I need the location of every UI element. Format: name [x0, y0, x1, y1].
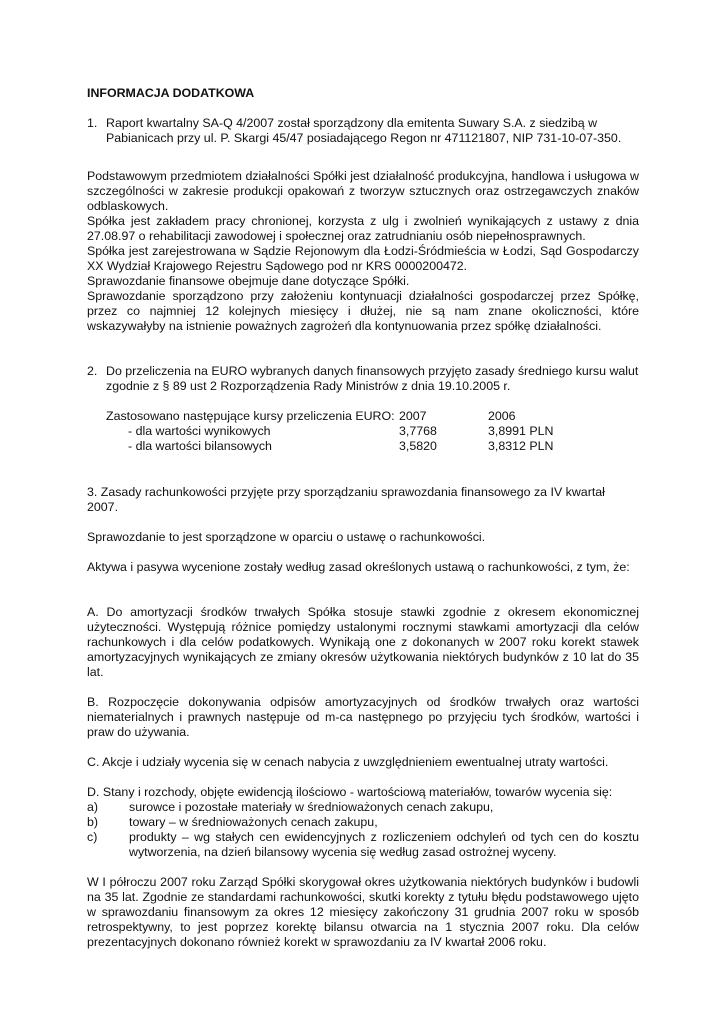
- rates-year-2006: 2006: [488, 409, 516, 423]
- item-text: produkty – wg stałych cen ewidencyjnych z rozliczeniem odchyleń od tych cen do kosztu wytworzenia, na dzień bilansowy wycenia się według zasad ostrożnej wyceny.: [129, 830, 639, 859]
- document-body: [87, 86, 639, 950]
- document-title: INFORMACJA DODATKOWA: [87, 86, 255, 100]
- going-concern-paragraph: Sprawozdanie sporządzono przy założeniu kontynuacji działalności gospodarczej przez Spółkę, przez co najmniej 12 kolejnych miesięcy i dłużej, nie są nam znane okoliczności, które wskazywałyby na istnienie poważnych zagrożeń dla kontynuowania przez spółkę działalności.: [87, 289, 639, 333]
- section-3-heading: 3. Zasady rachunkowości przyjęte przy sporządzaniu sprawozdania finansowego za IV kwartał 2007.: [87, 485, 605, 514]
- point-c-shares: C. Akcje i udziały wycenia się w cenach nabycia z uwzględnieniem ewentualnej utraty wartości.: [87, 755, 609, 769]
- section-2-number: 2.: [87, 364, 98, 378]
- point-b-depreciation-start: B. Rozpoczęcie dokonywania odpisów amortyzacyjnych od środków trwałych oraz wartości niematerialnych i prawnych następuje od m-ca następnego po przyjęciu tych środków, wartości i praw do używania.: [87, 695, 639, 739]
- point-d-intro: D. Stany i rozchody, objęte ewidencją ilościowo - wartościową materiałów, towarów wycenia się:: [87, 785, 613, 799]
- section-1-number: 1.: [87, 116, 98, 130]
- rate-row-value-2006: 3,8312 PLN: [488, 439, 554, 453]
- scope-paragraph: Sprawozdanie finansowe obejmuje dane dotyczące Spółki.: [87, 274, 410, 288]
- exchange-rates-table: [106, 409, 639, 454]
- item-text: towary – w średnioważonych cenach zakupu,: [129, 815, 378, 829]
- rate-row-value-2007: 3,7768: [399, 424, 437, 438]
- item-letter: a): [87, 800, 99, 814]
- rates-header-row: [106, 409, 639, 424]
- correction-paragraph: W I półroczu 2007 roku Zarząd Spółki skorygował okres użytkowania niektórych budynków i budowli na 35 lat. Zgodnie ze standardami rachunkowości, skutki korekty z tytułu błędu podstawowego ujęto w sprawozdaniu finansowym za okres 12 miesięcy zakończony 31 grudnia 2007 roku w sposób retrospektywny, to jest poprzez korektę bilansu otwarcia na 1 stycznia 2007 roku. Dla celów prezentacyjnych dokonano również korekt w sprawozdaniu za IV kwartał 2006 roku.: [87, 875, 639, 949]
- item-text: surowce i pozostałe materiały w średnioważonych cenach zakupu,: [129, 800, 494, 814]
- rate-row-label: - dla wartości bilansowych: [128, 439, 272, 453]
- point-d-item-a: [87, 800, 639, 815]
- rate-row-label: - dla wartości wynikowych: [128, 424, 271, 438]
- section-1: [87, 116, 639, 146]
- company-activity-paragraph: Podstawowym przedmiotem działalności Spółki jest działalność produkcyjna, handlowa i usługowa w szczególności w zakresie produkcji opakowań z tworzyw sztucznych oraz ostrzegawczych znaków odblaskowych.: [87, 169, 639, 213]
- point-d-item-c: [87, 830, 639, 860]
- point-a-depreciation: A. Do amortyzacji środków trwałych Spółka stosuje stawki zgodnie z okresem ekonomicznej użyteczności. Występują różnice pomiędzy ustalonymi rocznymi stawkami amortyzacji dla celów rachunkowych i dla celów podatkowych. Wynikają one z dokonanych w 2007 roku korekt stawek amortyzacyjnych wynikających ze zmiany okresów użytkowania niektórych budynków z 10 lat do 35 lat.: [87, 605, 639, 679]
- item-letter: c): [87, 830, 98, 844]
- section-2-text: Do przeliczenia na EURO wybranych danych finansowych przyjęto zasady średniego kursu walut zgodnie z § 89 ust 2 Rozporządzenia Rady Ministrów z dnia 19.10.2005 r.: [106, 364, 639, 393]
- rate-row-value-2007: 3,5820: [399, 439, 437, 453]
- valuation-intro-paragraph: Aktywa i pasywa wycenione zostały według zasad określonych ustawą o rachunkowości, z tym, że:: [87, 560, 630, 574]
- rate-row-value-2006: 3,8991 PLN: [488, 424, 554, 438]
- section-1-text: Raport kwartalny SA-Q 4/2007 został sporządzony dla emitenta Suwary S.A. z siedzibą w Pabianicach przy ul. P. Skargi 45/47 posiadającego Regon nr 471121807, NIP 731-10-07-350.: [106, 116, 622, 145]
- rates-year-2007: 2007: [399, 409, 427, 423]
- section-2: [87, 364, 639, 394]
- court-registration-paragraph: Spółka jest zarejestrowana w Sądzie Rejonowym dla Łodzi-Śródmieścia w Łodzi, Sąd Gospodarczy XX Wydział Krajowego Rejestru Sądowego pod nr KRS 0000200472.: [87, 244, 639, 273]
- rates-label: Zastosowano następujące kursy przeliczenia EURO:: [106, 409, 395, 423]
- sheltered-employer-paragraph: Spółka jest zakładem pracy chronionej, korzysta z ulg i zwolnień wynikających z ustawy z dnia 27.08.97 o rehabilitacji zawodowej i społecznej oraz zatrudnianiu osób niepełnosprawnych.: [87, 214, 639, 243]
- rates-row-balance: [106, 439, 639, 454]
- item-letter: b): [87, 815, 99, 829]
- point-d-item-b: [87, 815, 639, 830]
- rates-row-income: [106, 424, 639, 439]
- accounting-act-paragraph: Sprawozdanie to jest sporządzone w oparciu o ustawę o rachunkowości.: [87, 530, 486, 544]
